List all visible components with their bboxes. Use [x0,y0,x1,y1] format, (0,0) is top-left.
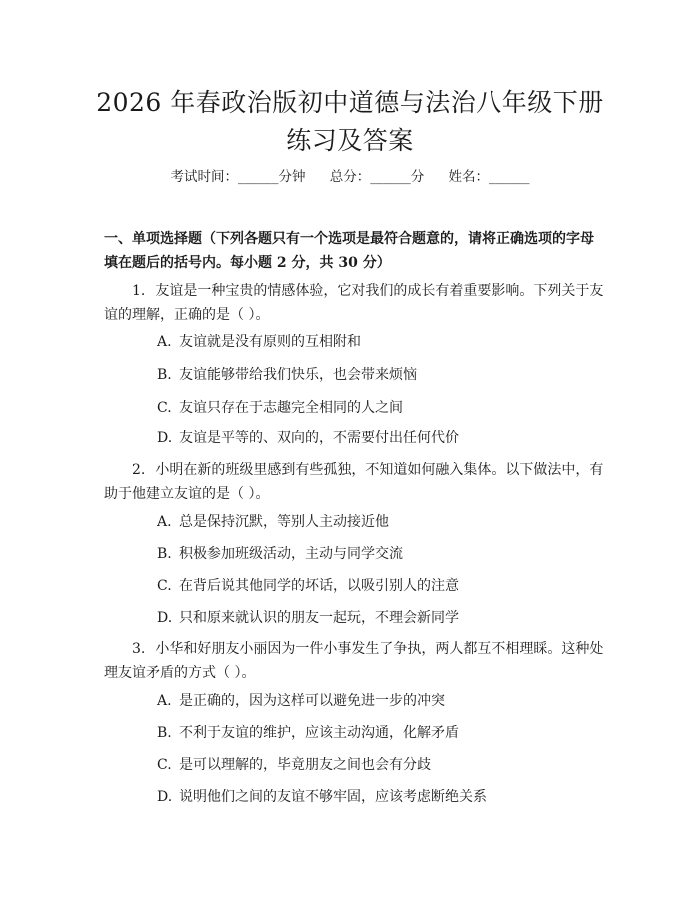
question-1 [104,279,604,327]
title-line-1: 2026 年春政治版初中道德与法治八年级下册 [96,88,604,117]
question-1-option-b: B. 友谊能够带给我们快乐，也会带来烦恼 [157,367,417,383]
question-number: 1. [132,283,146,299]
question-text: 小明在新的班级里感到有些孤独，不知道如何融入集体。以下做法中，有助于他建立友谊的是（ ）。 [104,462,604,502]
student-name-field: 姓名：______ [448,169,530,185]
question-2-option-a: A. 总是保持沉默，等别人主动接近他 [157,514,389,530]
question-1-option-a: A. 友谊就是没有原则的互相附和 [157,334,361,350]
section-heading: 一、单项选择题（下列各题只有一个选项是最符合题意的，请将正确选项的字母填在题后的括号内。每小题 2 分，共 30 分） [104,231,594,271]
title-line-2: 练习及答案 [286,126,414,155]
question-text: 小华和好朋友小丽因为一件小事发生了争执，两人都互不相理睬。这种处理友谊矛盾的方式（ ）。 [104,641,604,681]
question-number: 2. [132,462,146,478]
document-title [60,84,640,160]
question-2-option-d: D. 只和原来就认识的朋友一起玩，不理会新同学 [157,610,459,626]
total-score-field: 总分：______分 [329,169,425,185]
question-text: 友谊是一种宝贵的情感体验，它对我们的成长有着重要影响。下列关于友谊的理解，正确的是（ ）。 [104,283,604,323]
exam-info [0,166,700,188]
question-2-option-b: B. 积极参加班级活动，主动与同学交流 [157,546,403,562]
question-3-option-b: B. 不利于友谊的维护，应该主动沟通，化解矛盾 [157,725,459,741]
question-3-option-a: A. 是正确的，因为这样可以避免进一步的冲突 [157,693,445,709]
question-number: 3. [132,641,146,657]
question-2 [104,458,604,506]
exam-time-field: 考试时间：______分钟 [170,169,306,185]
question-2-option-c: C. 在背后说其他同学的坏话，以吸引别人的注意 [157,578,459,594]
question-3-option-d: D. 说明他们之间的友谊不够牢固，应该考虑断绝关系 [157,789,487,805]
question-3-option-c: C. 是可以理解的，毕竟朋友之间也会有分歧 [157,757,431,773]
question-3 [104,637,604,685]
question-1-option-d: D. 友谊是平等的、双向的，不需要付出任何代价 [157,430,459,446]
question-1-option-c: C. 友谊只存在于志趣完全相同的人之间 [157,400,403,416]
